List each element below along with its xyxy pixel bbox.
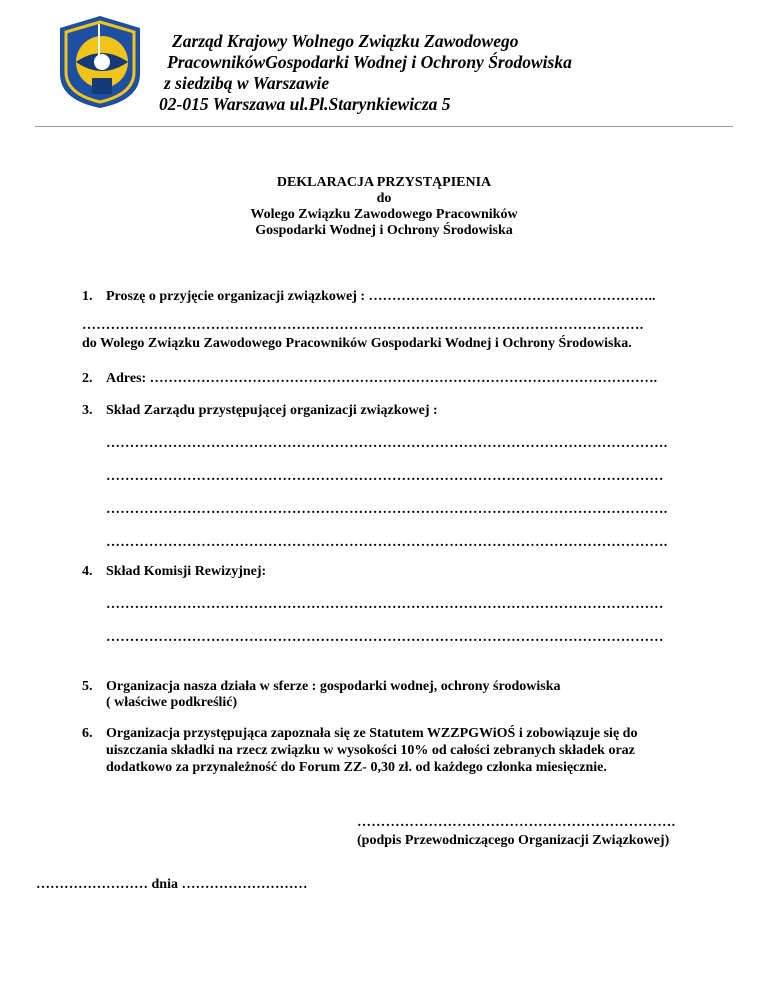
- item-2-address: Adres: ……………………………………………………………………………………………….: [106, 371, 658, 386]
- signature-line: ………………………………………………………….: [357, 815, 676, 830]
- item-number: 4.: [82, 564, 93, 579]
- item-number: 6.: [82, 726, 93, 741]
- header-org-name: Zarząd Krajowy Wolnego Związku Zawodowego: [172, 31, 519, 51]
- item-number: 1.: [82, 289, 93, 304]
- item-3-blank-line: ……………………………………………………………………………………………………….: [106, 502, 668, 517]
- signature-caption: (podpis Przewodniczącego Organizacji Związkowej): [357, 833, 670, 848]
- item-1-continuation: do Wolego Związku Zawodowego Pracowników Gospodarki Wodnej i Ochrony Środowiska.: [82, 336, 632, 351]
- item-4-blank-line: ………………………………………………………………………………………………………: [106, 630, 664, 645]
- item-4-blank-line: ………………………………………………………………………………………………………: [106, 597, 664, 612]
- item-6-text-2: uiszczania składki na rzecz związku w wysokości 10% od całości zebranych składek oraz: [106, 743, 635, 758]
- header-address: 02-015 Warszawa ul.Pl.Starynkiewicza 5: [159, 94, 451, 114]
- item-1-blank-line: ……………………………………………………………………………………………………….: [82, 318, 644, 333]
- item-1-text: Proszę o przyjęcie organizacji związkowej : ……………………………………………………..: [106, 289, 656, 304]
- date-line: …………………… dnia ………………………: [36, 877, 308, 892]
- item-number: 5.: [82, 679, 93, 694]
- item-3-text: Skład Zarządu przystępującej organizacji związkowej :: [106, 403, 438, 418]
- item-4-text: Skład Komisji Rewizyjnej:: [106, 564, 267, 579]
- union-emblem-icon: [52, 14, 148, 110]
- item-5-note: ( właściwe podkreślić): [106, 695, 238, 710]
- item-3-blank-line: ……………………………………………………………………………………………………….: [106, 535, 668, 550]
- header-divider: [35, 126, 733, 127]
- header-org-name-2: PracownikówGospodarki Wodnej i Ochrony Środowiska: [167, 52, 572, 72]
- item-number: 3.: [82, 403, 93, 418]
- document-title: DEKLARACJA PRZYSTĄPIENIA: [276, 175, 492, 190]
- document-title-union-2: Gospodarki Wodnej i Ochrony Środowiska: [255, 223, 513, 238]
- header-seat: z siedzibą w Warszawie: [164, 73, 330, 93]
- item-3-blank-line: ………………………………………………………………………………………………………: [106, 469, 664, 484]
- item-5-text: Organizacja nasza działa w sferze : gospodarki wodnej, ochrony środowiska: [106, 679, 561, 694]
- document-title-do: do: [376, 191, 392, 206]
- item-number: 2.: [82, 371, 93, 386]
- item-6-text-3: dodatkowo za przynależność do Forum ZZ- 0,30 zł. od każdego członka miesięcznie.: [106, 760, 607, 775]
- item-3-blank-line: ……………………………………………………………………………………………………….: [106, 436, 668, 451]
- document-title-union: Wolego Związku Zawodowego Pracowników: [250, 207, 518, 222]
- item-6-text: Organizacja przystępująca zapoznała się ze Statutem WZZPGWiOŚ i zobowiązuje się do: [106, 726, 638, 741]
